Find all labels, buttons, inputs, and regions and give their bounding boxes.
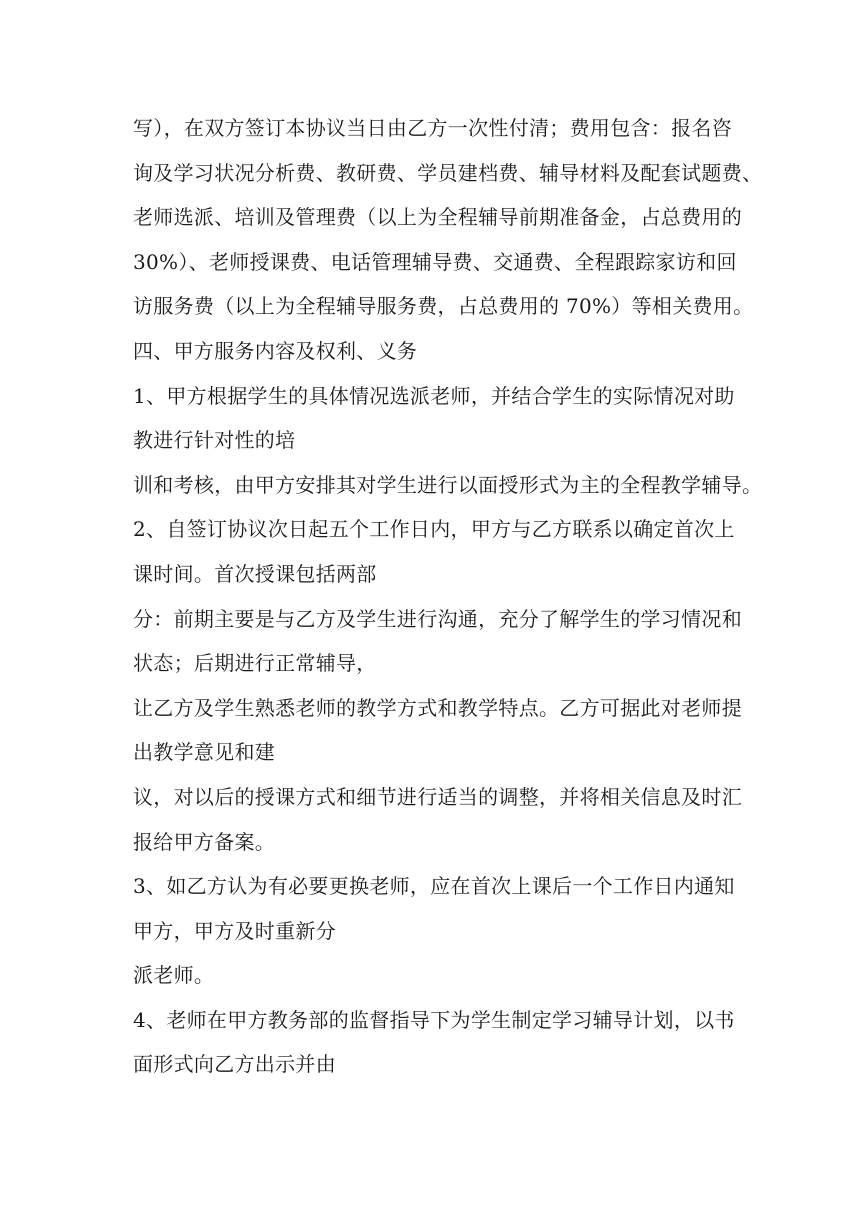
text-line: 2、自签订协议次日起五个工作日内，甲方与乙方联系以确定首次上 <box>133 517 735 542</box>
text-line: 4、老师在甲方教务部的监督指导下为学生制定学习辅导计划，以书 <box>133 1007 735 1032</box>
text-line: 面形式向乙方出示并由 <box>133 1052 336 1077</box>
text-line: 老师选派、培训及管理费（以上为全程辅导前期准备金，占总费用的 <box>133 205 742 230</box>
text-line: 训和考核，由甲方安排其对学生进行以面授形式为主的全程教学辅导。 <box>133 472 763 497</box>
text-line: 教进行针对性的培 <box>133 428 296 453</box>
text-line: 访服务费（以上为全程辅导服务费，占总费用的 70%）等相关费用。 <box>133 294 754 319</box>
text-line: 分：前期主要是与乙方及学生进行沟通，充分了解学生的学习情况和 <box>133 606 742 631</box>
text-line: 议，对以后的授课方式和细节进行适当的调整，并将相关信息及时汇 <box>133 784 742 809</box>
text-line: 出教学意见和建 <box>133 740 276 765</box>
text-line: 1、甲方根据学生的具体情况选派老师，并结合学生的实际情况对助 <box>133 383 735 408</box>
text-line: 派老师。 <box>133 963 215 988</box>
text-line: 让乙方及学生熟悉老师的教学方式和教学特点。乙方可据此对老师提 <box>133 695 742 720</box>
text-line: 报给甲方备案。 <box>133 829 276 854</box>
text-line: 课时间。首次授课包括两部 <box>133 561 377 586</box>
text-line: 甲方，甲方及时重新分 <box>133 918 336 943</box>
text-line: 询及学习状况分析费、教研费、学员建档费、辅导材料及配套试题费、 <box>133 160 763 185</box>
text-line: 30%）、老师授课费、电话管理辅导费、交通费、全程跟踪家访和回 <box>133 249 737 274</box>
document-body <box>133 106 763 1087</box>
text-line: 写），在双方签订本协议当日由乙方一次性付清；费用包含：报名咨 <box>133 116 732 140</box>
section-heading: 四、甲方服务内容及权利、义务 <box>133 338 418 363</box>
text-line: 3、如乙方认为有必要更换老师，应在首次上课后一个工作日内通知 <box>133 874 735 899</box>
text-line: 状态；后期进行正常辅导， <box>133 651 377 676</box>
